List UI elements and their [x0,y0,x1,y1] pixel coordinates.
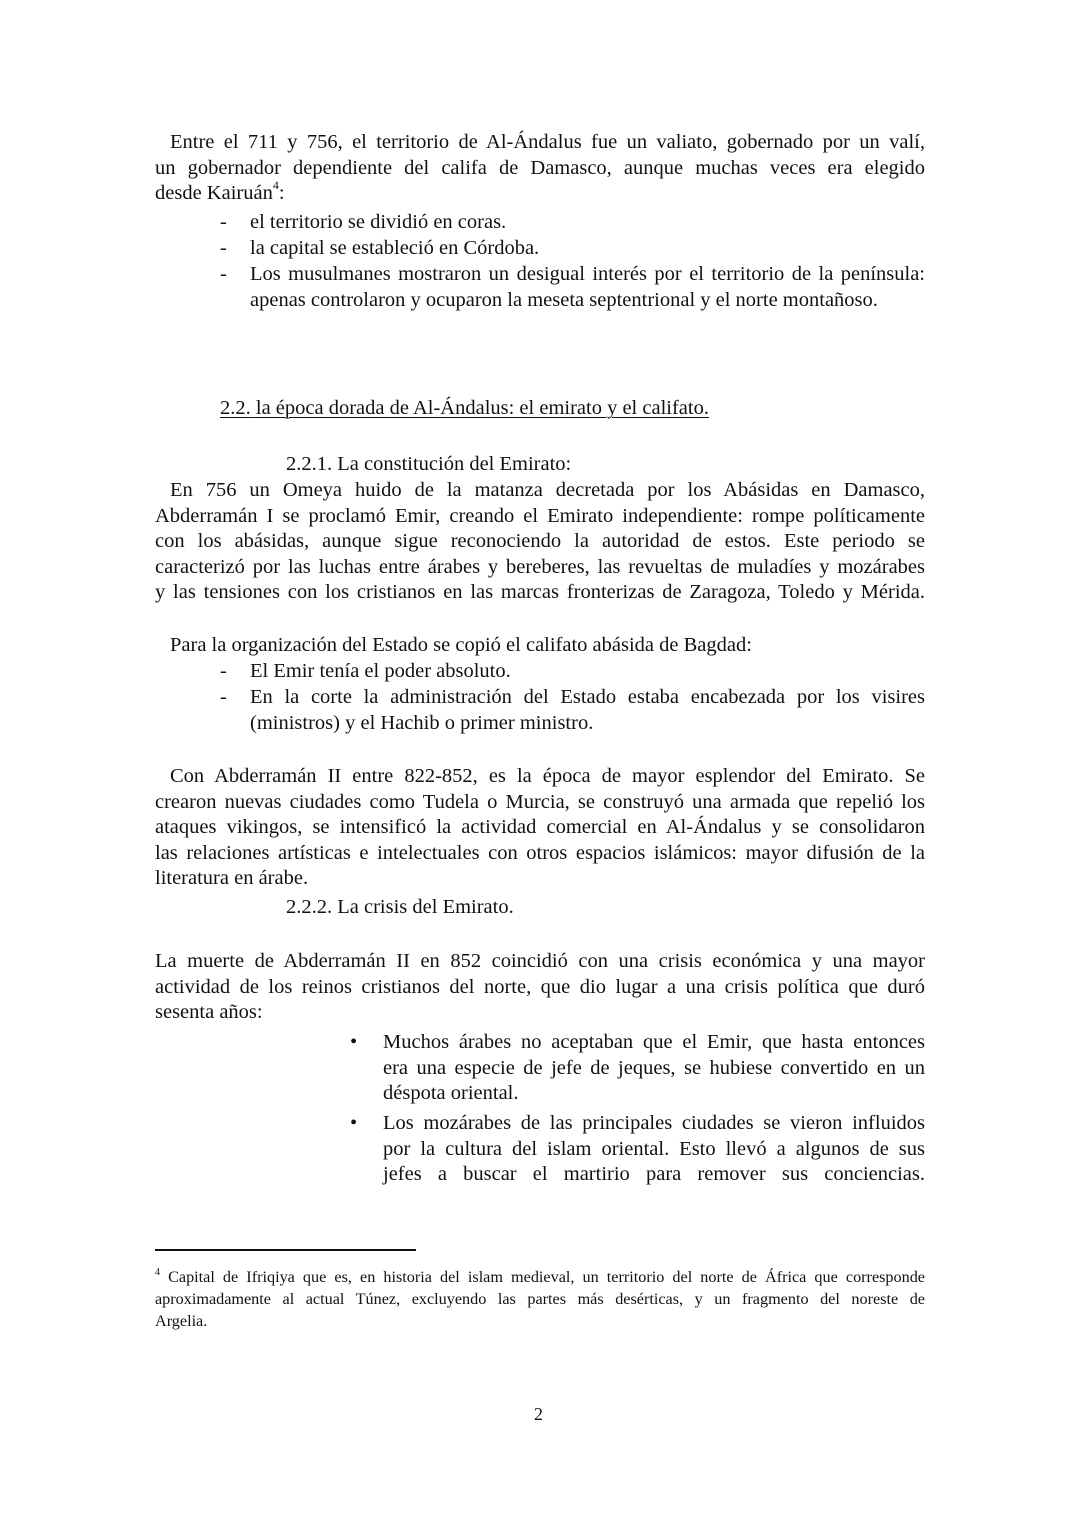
section-heading-2-2 [220,396,709,422]
footnote-text: Capital de Ifriqiya que es, en historia del islam medieval, un territorio del norte de África que corresponde [168,1268,925,1286]
paragraph-line: La muerte de Abderramán II en 852 coincidió con una crisis económica y una mayor [155,950,925,972]
bullet-line: Los musulmanes mostraron un desigual interés por el territorio de la península: [250,263,925,285]
paragraph-line: sesenta años: [155,1001,263,1024]
section-title: la época dorada de Al-Ándalus: el emirato y el califato. [255,397,709,419]
intro-line-3-text: desde Kairuán [155,182,273,205]
page-number: 2 [534,1404,543,1424]
bullet-marker: - [220,660,227,682]
bullet-marker: • [350,1112,358,1134]
bullet-line: por la cultura del islam oriental. Esto llevó a algunos de sus [383,1137,925,1160]
abderraman-ii-paragraph [155,764,925,892]
footnote-line [155,1266,925,1288]
subsection-heading-2-2-1: 2.2.1. La constitución del Emirato: [286,453,572,475]
footnote-line: aproximadamente al actual Túnez, excluyendo las partes más desérticas, y un fragmento del noreste de [155,1290,925,1309]
bullet-marker: - [220,211,227,233]
emirato-paragraph [155,478,925,606]
bullet-item-coras: el territorio se dividió en coras. [250,211,507,233]
bullet-line: déspota oriental. [383,1082,519,1105]
bullet-line: Los mozárabes de las principales ciudades se vieron influidos [383,1112,925,1134]
paragraph-line: actividad de los reinos cristianos del norte, que dio lugar a una crisis política que duró [155,975,925,998]
intro-line-2: un gobernador dependiente del califa de Damasco, aunque muchas veces era elegido [155,156,925,179]
paragraph-line: Abderramán I se proclamó Emir, creando el Emirato independiente: rompe políticamente [155,504,925,527]
paragraph-line: con los abásidas, aunque sigue reconociendo la autoridad de estos. Este periodo se [155,530,925,553]
paragraph-line: Con Abderramán II entre 822-852, es la época de mayor esplendor del Emirato. Se [170,765,925,787]
bullet-item-mozarabes [383,1111,925,1188]
intro-line-1: Entre el 711 y 756, el territorio de Al-Ándalus fue un valiato, gobernado por un valí, [170,131,925,153]
bullet-item-corte [250,685,925,736]
subsection-heading-2-2-2: 2.2.2. La crisis del Emirato. [286,896,514,918]
bullet-line: En la corte la administración del Estado estaba encabezada por los visires [250,686,925,708]
bullet-line: era una especie de jefe de jeques, se hubiese convertido en un [383,1056,925,1079]
bullet-marker: • [350,1031,358,1053]
crisis-paragraph [155,949,925,1026]
bullet-line: Muchos árabes no aceptaban que el Emir, que hasta entonces [383,1031,925,1053]
intro-paragraph [155,130,925,207]
bullet-item-arabes [383,1030,925,1107]
footnote-reference[interactable]: 4 [272,178,279,193]
footnote-marker: 4 [155,1266,160,1278]
bullet-item-capital: la capital se estableció en Córdoba. [250,237,540,259]
footnote-line: Argelia. [155,1312,208,1331]
intro-line-3 [155,178,925,207]
bullet-line: jefes a buscar el martirio para remover sus conciencias. [383,1163,925,1186]
bullet-marker: - [220,686,227,708]
paragraph-line: En 756 un Omeya huido de la matanza decretada por los Abásidas en Damasco, [170,479,925,501]
paragraph-line: y las tensiones con los cristianos en las marcas fronterizas de Zaragoza, Toledo y Mérida. [155,581,925,604]
bullet-line: (ministros) y el Hachib o primer ministro. [250,711,594,734]
footnote-separator [155,1249,416,1251]
paragraph-line: literatura en árabe. [155,867,309,890]
footnote [155,1266,925,1333]
bullet-item-musulmanes [250,262,925,313]
bullet-marker: - [220,263,227,285]
intro-colon: : [278,182,285,205]
paragraph-line: ataques vikingos, se intensificó la actividad comercial en Al-Ándalus y se consolidaron [155,816,925,839]
paragraph-line: las relaciones artísticas e intelectuales con otros espacios islámicos: mayor difusión de la [155,841,925,864]
organization-intro: Para la organización del Estado se copió el califato abásida de Bagdad: [170,634,752,656]
section-number: 2.2. [220,397,251,419]
paragraph-line: crearon nuevas ciudades como Tudela o Murcia, se construyó una armada que repelió los [155,790,925,813]
bullet-item-emir: El Emir tenía el poder absoluto. [250,660,511,682]
bullet-line: apenas controlaron y ocuparon la meseta septentrional y el norte montañoso. [250,288,878,311]
paragraph-line: caracterizó por las luchas entre árabes y bereberes, las revueltas de muladíes y mozárabes [155,555,925,578]
bullet-marker: - [220,237,227,259]
